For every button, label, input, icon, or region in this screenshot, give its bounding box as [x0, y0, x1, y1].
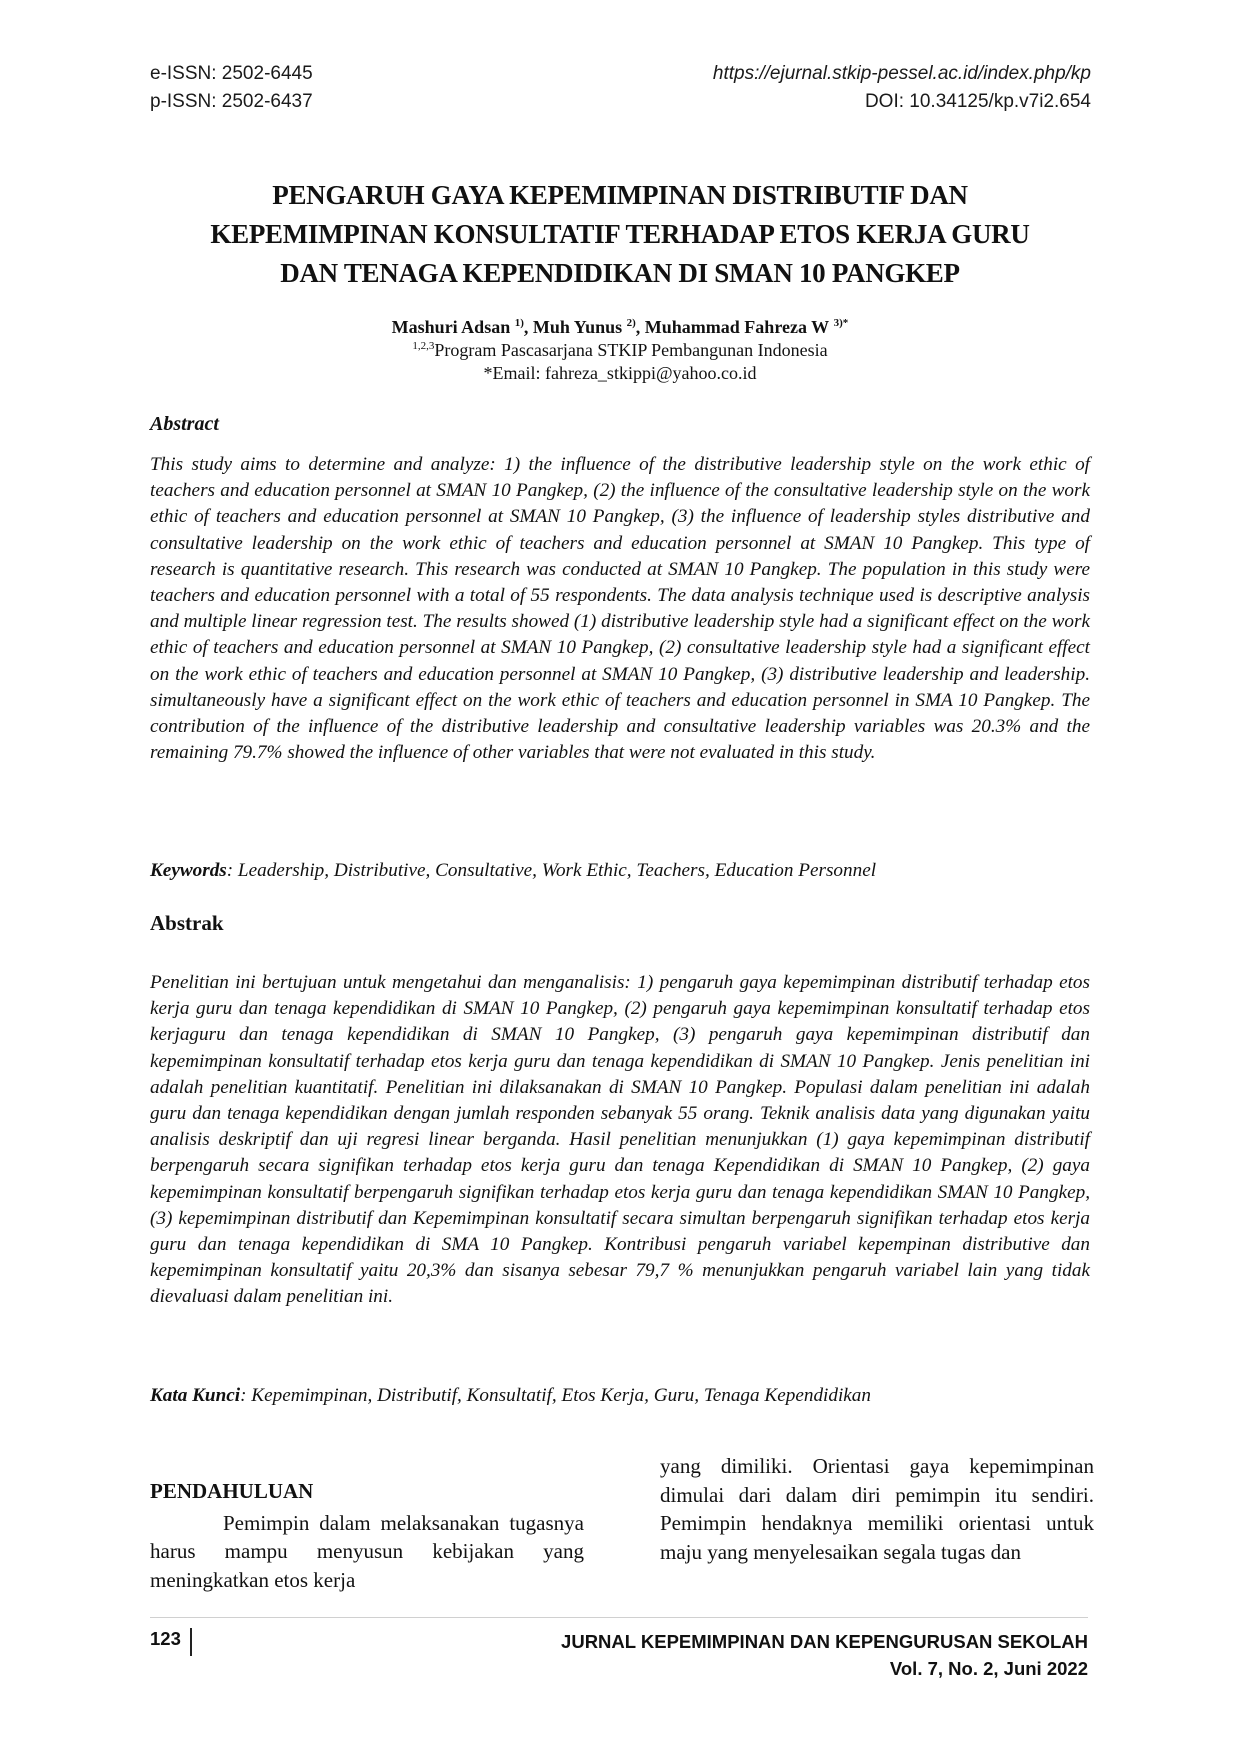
- author-email: *Email: fahreza_stkippi@yahoo.co.id: [483, 363, 757, 383]
- journal-volume: Vol. 7, No. 2, Juni 2022: [889, 1658, 1088, 1679]
- page-number: 123: [150, 1628, 181, 1649]
- author-block: [140, 316, 1100, 385]
- intro-paragraph-left: Pemimpin dalam melaksanakan tugasnya harus mampu menyusun kebijakan yang meningkatkan etos kerja: [150, 1510, 584, 1592]
- title-line-3: DAN TENAGA KEPENDIDIKAN DI SMAN 10 PANGKEP: [280, 258, 960, 288]
- affiliation: [140, 339, 1100, 362]
- author-separator: ,: [635, 317, 645, 337]
- abstract-indonesian-body: Penelitian ini bertujuan untuk mengetahui dan menganalisis: 1) pengaruh gaya kepemimpinan distributif terhadap etos kerja guru dan tenaga kependidikan di SMAN 10 Pangkep, (2) pengaruh gaya kepemimpinan konsultatif terhadap etos kerjaguru dan tenaga kependidikan di SMAN 10 Pangkep, (3) pengaruh gaya kepemimpinan distributif dan kepemimpinan konsultatif terhadap etos kerja guru dan tenaga kependidikan di SMAN 10 Pangkep. Jenis penelitian ini adalah penelitian kuantitatif. Penelitian ini dilaksanakan di SMAN 10 Pangkep. Populasi dalam penelitian ini adalah guru dan tenaga kependidikan dengan jumlah responden sebanyak 55 orang. Teknik analisis data yang digunakan yaitu analisis deskriptif dan uji regresi linear berganda. Hasil penelitian menunjukkan (1) gaya kepemimpinan distributif berpengaruh secara signifikan terhadap etos kerja guru dan tenaga Kependidikan di SMAN 10 Pangkep, (2) gaya kepemimpinan konsultatif berpengaruh signifikan terhadap etos kerja guru dan tenaga kependidikan SMAN 10 Pangkep, (3) kepemimpinan distributif dan Kepemimpinan konsultatif secara simultan berpengaruh signifikan terhadap etos kerja guru dan tenaga kependidikan di SMA 10 Pangkep. Kontribusi pengaruh variabel kepempinan distributive dan kepemimpinan konsultatif yaitu 20,3% dan sisanya sebesar 79,7 % menunjukkan pengaruh variabel lain yang tidak dievaluasi dalam penelitian ini.: [150, 972, 1090, 1308]
- title-line-1: PENGARUH GAYA KEPEMIMPINAN DISTRIBUTIF DAN: [272, 180, 968, 210]
- abstrak-heading: Abstrak: [150, 911, 224, 935]
- paper-title: [140, 176, 1100, 293]
- affiliation-text: Program Pascasarjana STKIP Pembangunan Indonesia: [434, 340, 828, 360]
- journal-link-block: [713, 60, 1091, 116]
- author-2-marker: 2): [626, 317, 636, 329]
- journal-name: JURNAL KEPEMIMPINAN DAN KEPENGURUSAN SEKOLAH: [561, 1631, 1088, 1652]
- doi: DOI: 10.34125/kp.v7i2.654: [864, 91, 1091, 112]
- intro-paragraph-right: yang dimiliki. Orientasi gaya kepemimpinan dimulai dari dalam diri pemimpin itu sendiri. Pemimpin hendaknya memiliki orientasi untuk maju yang menyelesaikan segala tugas dan: [660, 1454, 1094, 1564]
- footer-divider: [150, 1617, 1088, 1618]
- author-2: Muh Yunus: [532, 317, 623, 337]
- keywords-english: [150, 858, 1090, 884]
- e-issn: e-ISSN: 2502-6445: [150, 63, 313, 84]
- title-line-2: KEPEMIMPINAN KONSULTATIF TERHADAP ETOS KERJA GURU: [210, 219, 1030, 249]
- affiliation-marker: 1,2,3: [412, 340, 435, 352]
- keywords-list: : Leadership, Distributive, Consultative, Work Ethic, Teachers, Education Personnel: [226, 860, 877, 881]
- author-3-marker: 3)*: [833, 317, 849, 329]
- author-1: Mashuri Adsan: [391, 317, 511, 337]
- kata-kunci-list: : Kepemimpinan, Distributif, Konsultatif, Etos Kerja, Guru, Tenaga Kependidikan: [240, 1385, 871, 1406]
- p-issn: p-ISSN: 2502-6437: [150, 91, 313, 112]
- kata-kunci-label: Kata Kunci: [150, 1385, 241, 1406]
- author-separator: ,: [523, 317, 533, 337]
- journal-footer: [561, 1628, 1088, 1682]
- keywords-indonesian: [150, 1383, 1090, 1409]
- abstract-heading: Abstract: [150, 413, 219, 435]
- author-names: [140, 316, 1100, 339]
- journal-url-link[interactable]: https://ejurnal.stkip-pessel.ac.id/index.php/kp: [712, 63, 1091, 84]
- issn-block: [150, 60, 313, 116]
- keywords-label: Keywords: [150, 860, 227, 881]
- intro-right-column: [660, 1452, 1094, 1566]
- pendahuluan-heading: PENDAHULUAN: [150, 1479, 314, 1503]
- abstract-english-body: This study aims to determine and analyze: 1) the influence of the distributive leadership style on the work ethic of teachers and education personnel at SMAN 10 Pangkep, (2) the influence of the consultative leadership style on the work ethic of teachers and education personnel at SMAN 10 Pangkep, (3) the influence of leadership styles distributive and consultative leadership on the work ethic of teachers and education personnel at SMAN 10 Pangkep. This type of research is quantitative research. This research was conducted at SMAN 10 Pangkep. The population in this study were teachers and education personnel with a total of 55 respondents. The data analysis technique used is descriptive analysis and multiple linear regression test. The results showed (1) distributive leadership style had a significant effect on the work ethic of teachers and education personnel at SMAN 10 Pangkep, (2) consultative leadership style had a significant effect on the work ethic of teachers and education personnel at SMAN 10 Pangkep, (3) distributive leadership and leadership. simultaneously have a significant effect on the work ethic of teachers and education personnel in SMA 10 Pangkep. The contribution of the influence of the distributive leadership and consultative leadership variables was 20.3% and the remaining 79.7% showed the influence of other variables that were not evaluated in this study.: [150, 454, 1090, 764]
- page-number-separator: [190, 1628, 192, 1656]
- author-3: Muhammad Fahreza W: [644, 317, 830, 337]
- intro-left-column: [150, 1477, 584, 1594]
- author-1-marker: 1): [514, 317, 524, 329]
